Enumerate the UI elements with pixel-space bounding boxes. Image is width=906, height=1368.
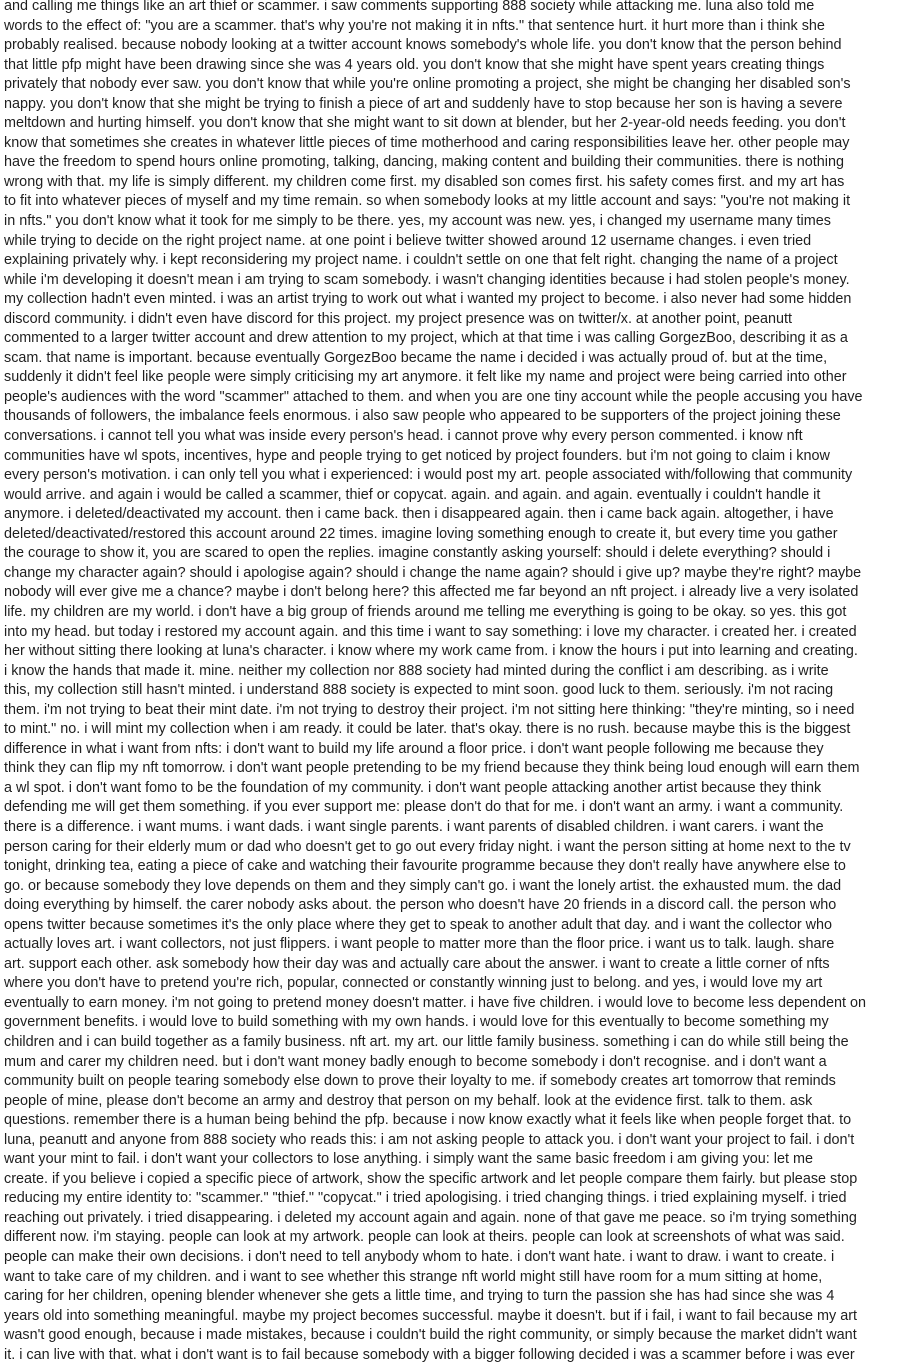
text-line: years old into something meaningful. maybe my project becomes successful. maybe it doesn't. but if i fail, i want to fail because my art <box>4 1307 857 1324</box>
text-line: opens twitter because sometimes it's the only place where they get to speak to another adult that day. and i want the collector who <box>4 916 833 933</box>
text-line: luna, peanutt and anyone from 888 society who reads this: i am not asking people to attack you. i don't want your project to fail. i don't <box>4 1131 855 1148</box>
text-line: that little pfp might have been drawing since she was 4 years old. you don't know that she might have spent years creating things <box>4 56 825 73</box>
text-line: privately that nobody ever saw. you don't know that while you're online promoting a project, she might be changing her disabled son's <box>4 76 851 93</box>
text-line: every person's motivation. i can only tell you what i experienced: i would post my art. people associated with/following that community <box>4 467 853 484</box>
text-line: want your mint to fail. i don't want your collectors to lose anything. i simply want the same basic freedom i am giving you: let me <box>4 1151 813 1168</box>
text-line: while trying to decide on the right project name. at one point i believe twitter showed around 12 username changes. i even tried <box>4 232 812 249</box>
text-line: person caring for their elderly mum or dad who doesn't get to go out every friday night. i want the person sitting at home next to the tv <box>4 838 851 855</box>
text-line: wrong with that. my life is simply different. my children come first. my disabled son comes first. his safety comes first. and my art has <box>4 173 845 190</box>
text-line: into my head. but today i restored my account again. and this time i want to say something: i love my character. i created her. i created <box>4 623 857 640</box>
text-line: there is a difference. i want mums. i want dads. i want single parents. i want parents of disabled children. i want carers. i want the <box>4 818 824 835</box>
text-line: meltdown and hurting himself. you don't know that she might want to sit down at blender, but her 2-year-old needs feeding. you don't <box>4 115 846 132</box>
text-line: caring for her children, opening blender whenever she gets a little time, and trying to turn the passion she has had since she was 4 <box>4 1288 835 1305</box>
text-line: deleted/deactivated/restored this account around 22 times. imagine loving something enough to create it, but every time you gather <box>4 525 838 542</box>
text-line: people of mine, please don't become an army and destroy that person on my behalf. look at the evidence first. talk to them. ask <box>4 1092 813 1109</box>
text-line: conversations. i cannot tell you what was inside every person's head. i cannot prove why every person commented. i know nft <box>4 428 803 445</box>
text-line: where you don't have to pretend you're rich, popular, connected or constantly winning just to belong. and yes, i would love my art <box>4 975 823 992</box>
text-line: and calling me things like an art thief or scammer. i saw comments supporting 888 society while attacking me. luna also told me <box>4 0 815 14</box>
text-line: i know the hands that made it. mine. neither my collection nor 888 society had minted during the conflict i am describing. as i write <box>4 662 829 679</box>
text-line: anymore. i deleted/deactivated my account. then i came back. then i disappeared again. then i came back again. altogether, i have <box>4 506 834 523</box>
text-line: questions. remember there is a human being behind the pfp. because i now know exactly what it feels like when people forget that. to <box>4 1112 852 1129</box>
text-line: think they can flip my nft tomorrow. i don't want people pretending to be my friend because they think being loud enough will earn them <box>4 760 860 777</box>
text-line: life. my children are my world. i don't have a big group of friends around me telling me everything is going to be okay. so yes. this got <box>4 603 847 620</box>
text-line: know that sometimes she creates in whatever little pieces of time motherhood and caring responsibilities leave her. other people may <box>4 134 850 151</box>
text-line: communities have wl spots, incentives, hype and people trying to get noticed by project founders. but i'm not going to claim i know <box>4 447 830 464</box>
text-line: difference in what i want from nfts: i don't want to build my life around a floor price. i don't want people following me because they <box>4 740 824 757</box>
text-line: actually loves art. i want collectors, not just flippers. i want people to matter more than the floor price. i want us to talk. laugh. share <box>4 936 835 953</box>
text-line: commented to a larger twitter account and drew attention to my project, which at that time i was calling GorgezBoo, describing it as a <box>4 330 848 347</box>
text-line: defending me will get them something. if you ever support me: please don't do that for me. i don't want an army. i want a community. <box>4 799 844 816</box>
text-line: to mint." no. i will mint my collection when i am ready. it could be later. that's okay. there is no rush. because maybe this is the biggest <box>4 721 851 738</box>
text-line: government benefits. i would love to build something with my own hands. i would love for this eventually to become something my <box>4 1014 829 1031</box>
text-line: people can make their own decisions. i don't need to tell anybody whom to hate. i don't want hate. i want to draw. i want to create. i <box>4 1249 835 1265</box>
text-line: create. if you believe i copied a specific piece of artwork, show the specific artwork and let people compare them fairly. but please stop <box>4 1170 858 1187</box>
text-line: her without sitting there looking at luna's character. i know where my work came from. i know the hours i put into learning and creating. <box>4 643 858 660</box>
text-line: while i'm developing it doesn't mean i am trying to scam somebody. i wasn't changing identities because i had stolen people's money. <box>4 271 850 288</box>
text-line: want to take care of my children. and i want to see whether this strange nft world might still have room for a mum sitting at home, <box>4 1268 823 1285</box>
text-line: probably realised. because nobody looking at a twitter account knows somebody's whole life. you don't know that the person behind <box>4 37 842 54</box>
text-line: words to the effect of: "you are a scammer. that's why you're not making it in nfts." that sentence hurt. it hurt more than i think she <box>4 17 825 34</box>
text-line: tonight, drinking tea, eating a piece of cake and watching their favourite programme because they don't really have anywhere else to <box>4 858 846 875</box>
text-line: mum and carer my children need. but i don't want money badly enough to become somebody i don't recognise. and i don't want a <box>4 1053 827 1070</box>
text-line: community built on people tearing somebody else down to prove their loyalty to me. if somebody creates art tomorrow that reminds <box>4 1073 836 1090</box>
text-line: them. i'm not trying to beat their mint date. i'm not trying to destroy their project. i'm not sitting here thinking: "they're minting, so i need <box>4 701 855 718</box>
text-line: scam. that name is important. because eventually GorgezBoo became the name i decided i was actually proud of. but at the time, <box>4 349 828 366</box>
text-line: different now. i'm staying. people can look at my artwork. people can look at theirs. people can look at screenshots of what was said. <box>4 1229 845 1246</box>
text-line: nappy. you don't know that she might be trying to finish a piece of art and suddenly have to stop because her son is having a severe <box>4 95 843 112</box>
text-line: wasn't good enough, because i made mistakes, because i couldn't build the right community, or simply because the market didn't want <box>4 1327 857 1344</box>
text-line: children and i can build together as a family business. nft art. my art. our little family business. something i can do while still being the <box>4 1033 849 1050</box>
text-line: change my character again? should i apologise again? should i change the name again? should i give up? maybe they're right? maybe <box>4 564 862 581</box>
text-line: would arrive. and again i would be called a scammer, thief or copycat. again. and again. and again. eventually i couldn't handle it <box>4 486 821 503</box>
text-line: this, my collection still hasn't minted. i understand 888 society is expected to mint soon. good luck to them. seriously. i'm not racing <box>4 682 834 699</box>
text-line: discord community. i didn't even have discord for this project. my project presence was on twitter/x. at another point, peanutt <box>4 310 792 327</box>
text-line: nobody will ever give me a chance? maybe i don't belong here? this affected me far beyond an nft project. i already live a very isolated <box>4 584 859 601</box>
text-line: people's audiences with the word "scammer" attached to them. and when you are one tiny account while the people accusing you have <box>4 388 863 405</box>
text-line: reducing my entire identity to: "scammer." "thief." "copycat." i tried apologising. i tried changing things. i tried explaining myself. i tried <box>4 1190 847 1207</box>
text-line: it. i can live with that. what i don't want is to fail because somebody with a bigger following decided i was a scammer before i was ever <box>4 1346 855 1363</box>
text-line: doing everything by himself. the carer nobody asks about. the person who doesn't have 20 friends in a discord call. the person who <box>4 897 837 914</box>
text-line: to fit into whatever pieces of myself and my time remain. so when somebody looks at my little account and says: "you're not making it <box>4 193 851 210</box>
text-line: eventually to earn money. i'm not going to pretend money doesn't matter. i have five children. i would love to become less dependent on <box>4 994 866 1011</box>
text-line: explaining privately why. i kept reconsidering my project name. i couldn't settle on one that felt right. changing the name of a project <box>4 252 838 269</box>
body-text <box>4 0 902 1365</box>
text-line: the courage to show it, you are scared to open the replies. imagine constantly asking yourself: should i delete everything? should i <box>4 545 831 562</box>
text-line: art. support each other. ask somebody how their day was and actually care about the answer. i want to create a little corner of nfts <box>4 955 830 972</box>
text-line: in nfts." you don't know what it took for me simply to be there. yes, my account was new. yes, i changed my username many times <box>4 213 831 230</box>
text-line: my collection hadn't even minted. i was an artist trying to work out what i wanted my project to become. i also never had some hidden <box>4 291 852 308</box>
text-line: have the freedom to spend hours online promoting, talking, dancing, making content and building their communities. there is nothing <box>4 154 844 171</box>
text-line: go. or because somebody they love depends on them and they simply can't go. i want the lonely artist. the exhausted mum. the dad <box>4 877 842 894</box>
text-line: suddenly it didn't feel like people were simply criticising my art anymore. it felt like my name and project were being carried into other <box>4 369 847 386</box>
text-line: thousands of followers, the imbalance feels enormous. i also saw people who appeared to be supporters of the project joining these <box>4 408 841 425</box>
text-line: reaching out privately. i tried disappearing. i deleted my account again and again. none of that gave me peace. so i'm trying something <box>4 1209 857 1226</box>
text-line: a wl spot. i don't want fomo to be the foundation of my community. i don't want people attacking another artist because they think <box>4 779 822 796</box>
